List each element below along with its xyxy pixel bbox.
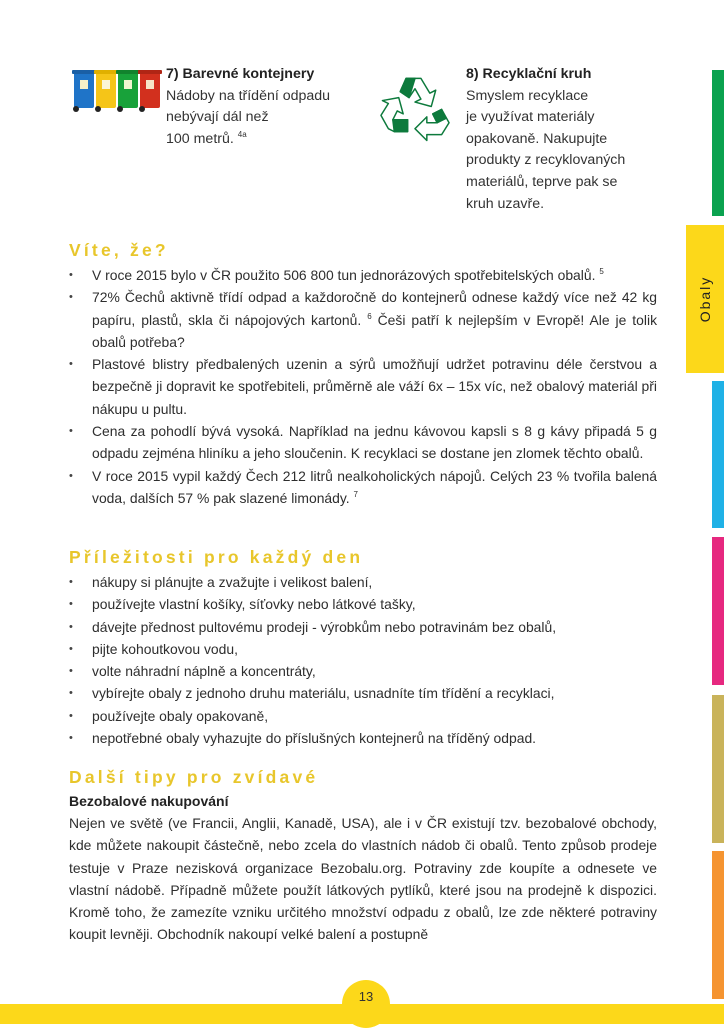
list-item: • používejte obaly opakovaně, [69,705,657,727]
list-item-text: Češi patří k nejlepším v Evropě! Ale je tolik obalů potřeba? [92,311,658,350]
side-tab-obaly[interactable] [686,225,724,373]
footnote-ref: 7 [353,489,358,499]
tip-line: kruh uzavře. [466,195,545,212]
tip-line [166,129,366,151]
list-item-text: V roce 2015 vypil každý Čech 212 litrů nealkoholických nápojů. Celých 23 % tvořila balená voda, dalších 57 % pak slazené limonády. [92,467,657,506]
tip-line: Nádoby na třídění odpadu [166,87,331,104]
list-item: • pijte kohoutkovou vodu, [69,638,657,660]
section-heading-daily: Příležitosti pro každý den [69,547,364,567]
tip-line: materiálů, teprve pak se [466,173,618,190]
tip-line: je využívat materiály [466,109,595,126]
side-tab-blue[interactable] [712,381,724,528]
section-heading-did-you-know: Víte, že? [69,240,169,260]
footnote-ref: 6 [367,311,372,321]
paragraph-package-free: Nejen ve světě (ve Francii, Anglii, Kanadě, USA), ale i v ČR existují tzv. bezobalové obchody, kde můžete nakoupit částečně, nebo zcela do vlastních nádob či obalů. Tento způsob prodeje testuje v Praze nezisková organizace Bezobalu.org. Potraviny zde koupíte a odnesete ve vlastní nádobě. Případně můžete použít látkových pytlíků, které jsou na prodejně k dispozici. Kromě toho, že zamezíte vzniku určitého množství odpadu z obalů, lze zde některé potraviny koupit levněji. Obchodník nakoupí velké balení a postupně [69,815,657,943]
page-number: 13 [358,989,374,1004]
list-item [69,264,657,286]
tip-colored-containers [166,64,366,150]
recycle-icon [378,68,452,142]
list-item-text: V roce 2015 bylo v ČR použito 506 800 tun jednorázových spotřebitelských obalů. [92,267,596,283]
side-tab-pink[interactable] [712,537,724,685]
list-item [69,465,657,510]
tip-line: Smyslem recyklace [466,87,589,104]
list-item [69,353,657,420]
list-item: • nepotřebné obaly vyhazujte do příslušných kontejnerů na tříděný odpad. [69,727,657,749]
list-item: • používejte vlastní košíky, síťovky nebo látkové tašky, [69,593,657,615]
side-tab-olive[interactable] [712,695,724,843]
tip-line: opakovaně. Nakupujte [466,130,608,147]
tip-line: produkty z recyklovaných [466,152,626,169]
footnote-ref: 4a [237,129,247,139]
side-tab-label: Obaly [697,275,713,323]
list-item: • nákupy si plánujte a zvažujte i velikost balení, [69,571,657,593]
side-tab-orange[interactable] [712,851,724,999]
section-heading-more-tips: Další tipy pro zvídavé [69,767,319,787]
tip-recycling-loop [466,64,666,215]
list-item: • volte náhradní náplně a koncentráty, [69,660,657,682]
subheading-package-free: Bezobalové nakupování [69,793,229,809]
list-item: • dávejte přednost pultovému prodeji - výrobkům nebo potravinám bez obalů, [69,616,657,638]
side-tab-green[interactable] [712,70,724,216]
list-item-text: Plastové blistry předbalených uzenin a sýrů umožňují udržet potravinu déle čerstvou a bezpečně ji dopravit ke spotřebiteli, průměrně ale váží 6x – 15x víc, než obalový materiál při nákupu u pultu. [92,356,657,417]
tip-title: 8) Recyklační kruh [466,66,592,82]
did-you-know-list [69,264,657,509]
footnote-ref: 5 [599,267,604,276]
list-item-text: Cena za pohodlí bývá vysoká. Například na jednu kávovou kapsli s 8 g kávy připadá 5 g odpadu zejména hliníku a jeho sloučenin. K recyklaci se dostane jen zlomek těchto obalů. [92,423,657,462]
page-number-badge [342,980,390,1028]
tip-title: 7) Barevné kontejnery [166,66,315,82]
tip-line-text: 100 metrů. [166,130,234,147]
list-item-text: 72% Čechů aktivně třídí odpad a každoročně do kontejnerů odnese každý více než 42 kg papíru, plastů, skla či nápojových kartonů. [92,289,657,328]
recycling-bins-icon [72,66,162,114]
daily-list [69,571,657,749]
list-item: • vybírejte obaly z jednoho druhu materiálu, usnadníte tím třídění a recyklaci, [69,682,657,704]
list-item [69,286,657,353]
list-item [69,420,657,465]
tip-line: nebývají dál než [166,109,269,126]
